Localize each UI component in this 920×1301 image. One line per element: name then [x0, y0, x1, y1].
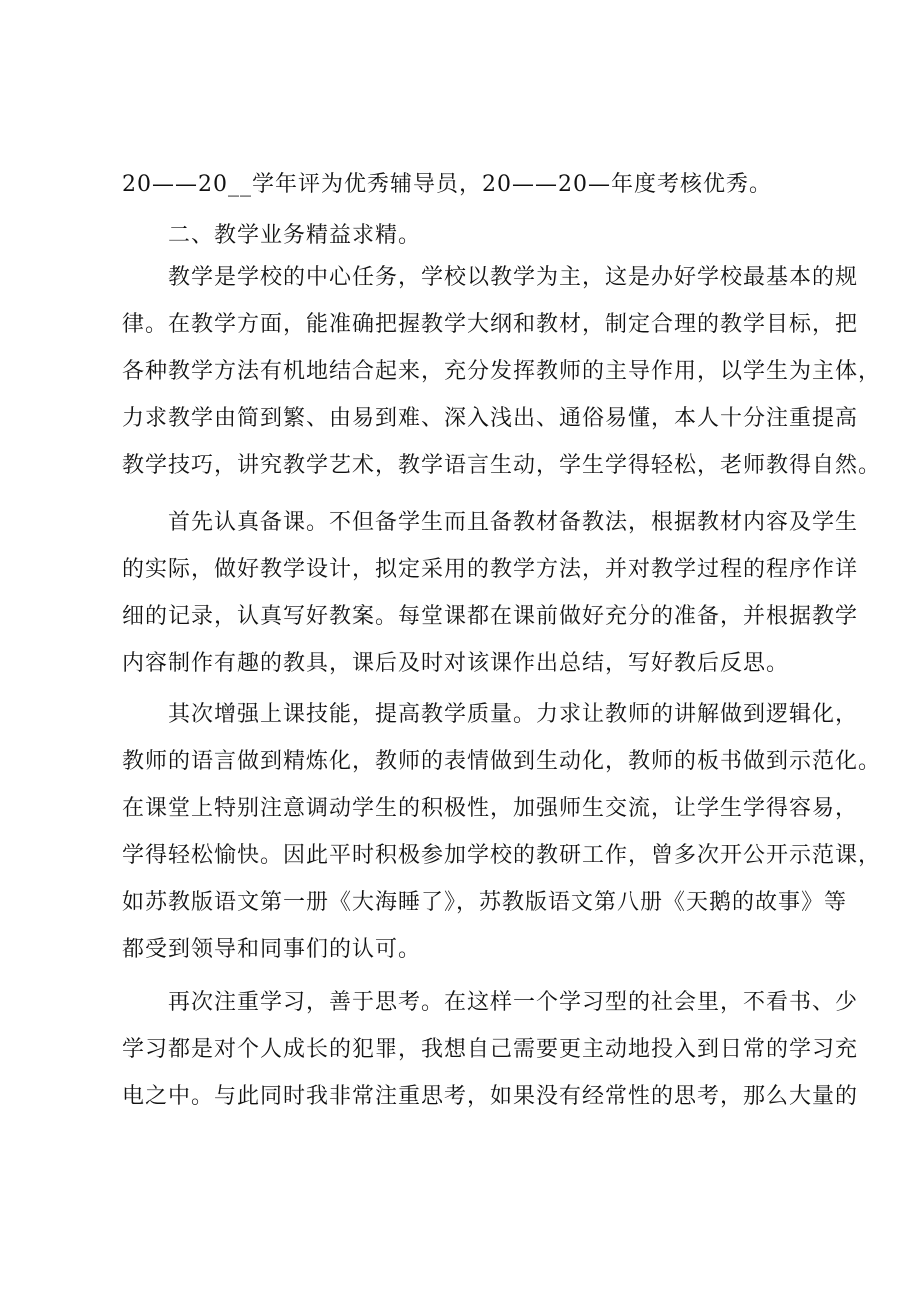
- text-line: 都受到领导和同事们的认可。: [122, 937, 422, 962]
- text-line: 律。在教学方面，能准确把握教学大纲和教材，制定合理的教学目标，把: [122, 312, 859, 337]
- text-line: 再次注重学习，善于思考。在这样一个学习型的社会里，不看书、少: [168, 990, 859, 1015]
- text-line: 学习都是对个人成长的犯罪，我想自己需要更主动地投入到日常的学习充: [122, 1037, 859, 1062]
- text-line: 其次增强上课技能，提高教学质量。力求让教师的讲解做到逻辑化，: [168, 702, 859, 727]
- section-heading: 二、教学业务精益求精。: [168, 223, 422, 248]
- text-line: 在课堂上特别注意调动学生的积极性，加强师生交流，让学生学得容易，: [122, 796, 859, 821]
- text-line: 的实际，做好教学设计，拟定采用的教学方法，并对教学过程的程序作详: [122, 557, 859, 582]
- text-line: 内容制作有趣的教具，课后及时对该课作出总结，写好教后反思。: [122, 651, 790, 676]
- text-line: 各种教学方法有机地结合起来，充分发挥教师的主导作用，以学生为主体，: [122, 359, 882, 384]
- text-line: 学得轻松愉快。因此平时积极参加学校的教研工作，曾多次开公开示范课，: [122, 843, 882, 868]
- text-line: 如苏教版语文第一册《大海睡了》，苏教版语文第八册《天鹅的故事》等: [122, 890, 848, 915]
- text-line: 细的记录，认真写好教案。每堂课都在课前做好充分的准备，并根据教学: [122, 604, 859, 629]
- text-line: 20——20__学年评为优秀辅导员，20——20—年度考核优秀。: [122, 172, 772, 197]
- text-line: 教师的语言做到精炼化，教师的表情做到生动化，教师的板书做到示范化。: [122, 749, 882, 774]
- text-line: 教学技巧，讲究教学艺术，教学语言生动，学生学得轻松，老师教得自然。: [122, 453, 882, 478]
- text-line: 首先认真备课。不但备学生而且备教材备教法，根据教材内容及学生: [168, 510, 859, 535]
- text-line: 教学是学校的中心任务，学校以教学为主，这是办好学校最基本的规: [168, 265, 859, 290]
- text-line: 电之中。与此同时我非常注重思考，如果没有经常性的思考，那么大量的: [122, 1084, 859, 1109]
- text-line: 力求教学由简到繁、由易到难、深入浅出、通俗易懂，本人十分注重提高: [122, 406, 859, 431]
